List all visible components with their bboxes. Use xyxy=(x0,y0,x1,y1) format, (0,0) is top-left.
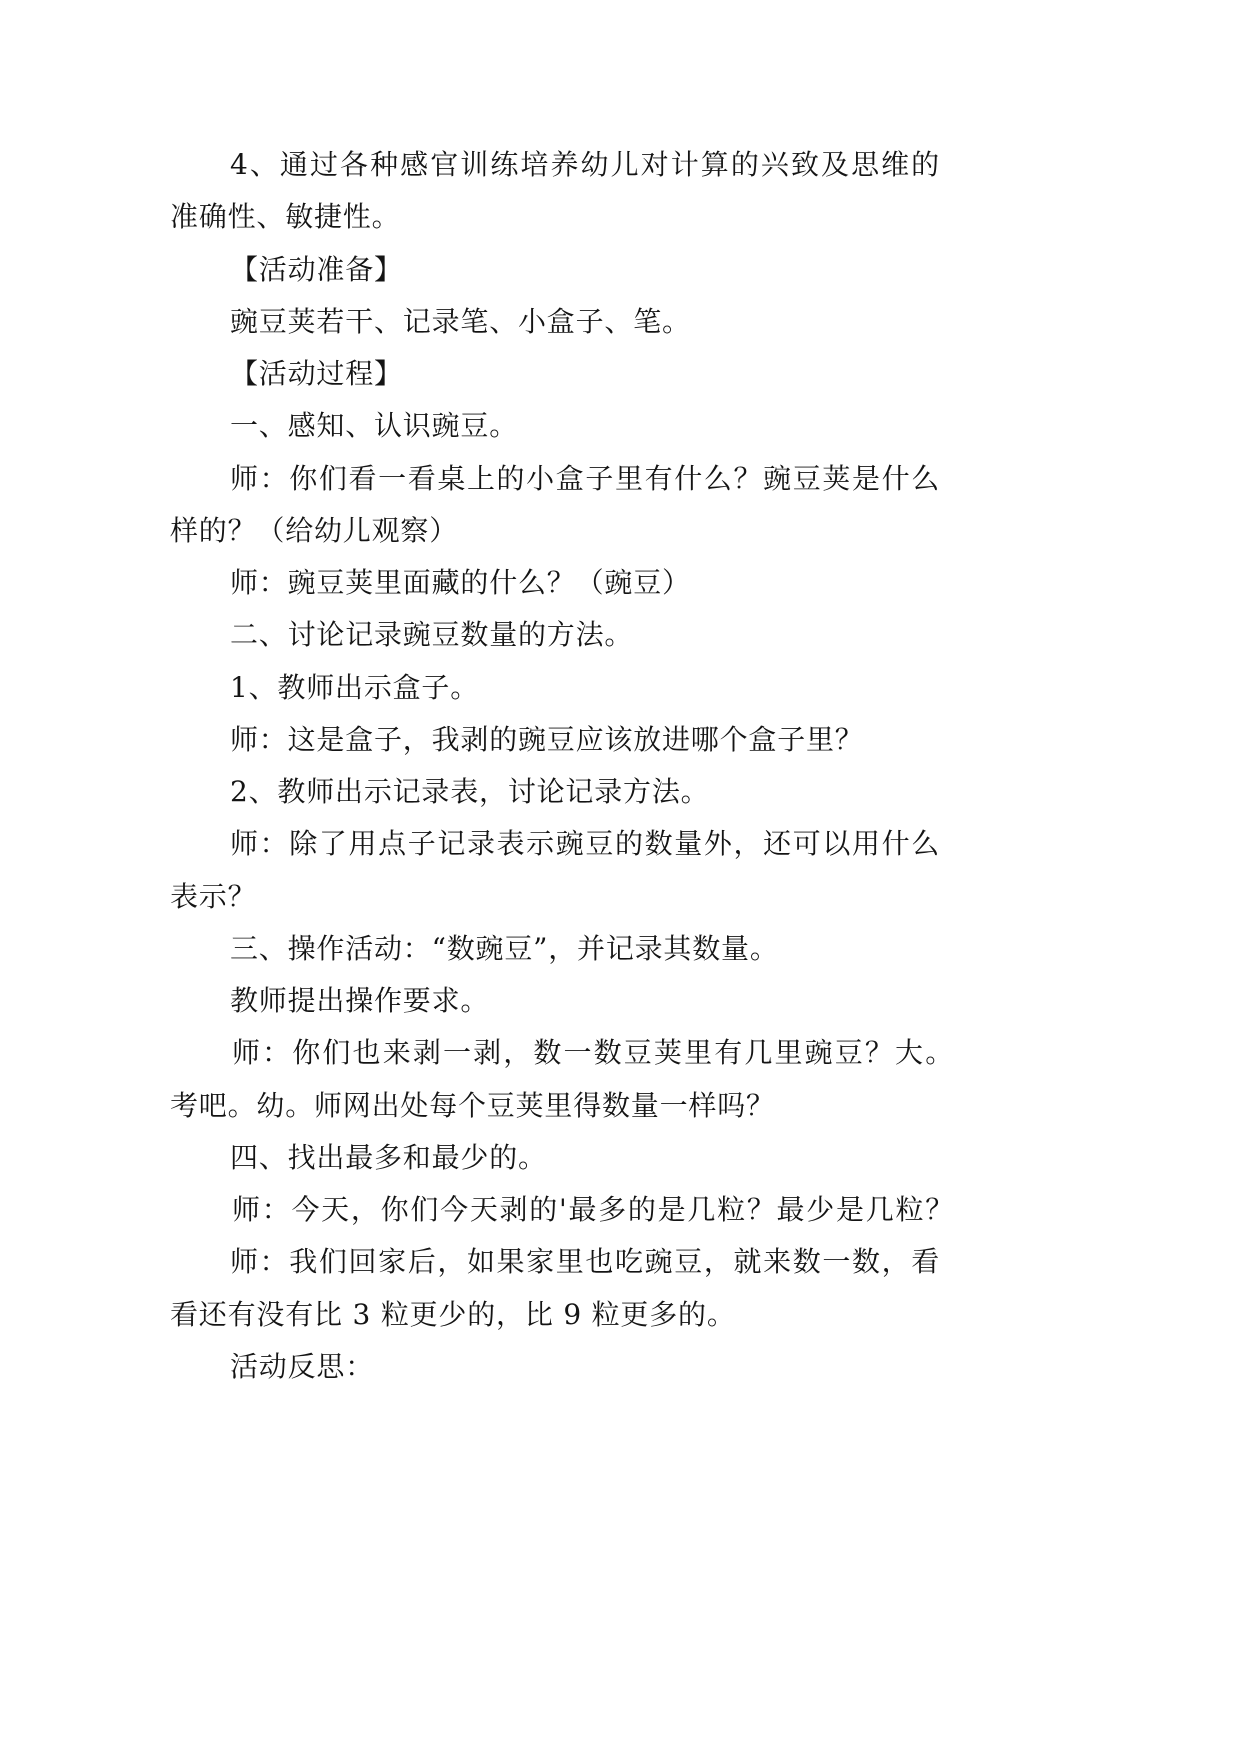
text-line: 1、教师出示盒子。 xyxy=(230,670,480,704)
paragraph xyxy=(170,975,970,1027)
text-line: 师：今天，你们今天剥的'最多的是几粒？最少是几粒？ xyxy=(232,1193,954,1226)
text-line: 表示？ xyxy=(170,879,257,913)
text-line: 师：你们看一看桌上的小盒子里有什么？豌豆荚是什么 xyxy=(230,461,940,495)
text-line: 师：你们也来剥一剥，数一数豆荚里有几里豌豆？大。 xyxy=(232,1036,954,1070)
paragraph xyxy=(170,400,970,452)
paragraph xyxy=(170,453,970,558)
paragraph xyxy=(170,923,970,975)
document-body xyxy=(170,139,970,1393)
step-heading: 三、操作活动：“数豌豆”，并记录其数量。 xyxy=(230,931,779,965)
section-heading: 【活动过程】 xyxy=(230,357,403,390)
paragraph xyxy=(170,818,970,923)
paragraph xyxy=(170,557,970,609)
step-heading: 四、找出最多和最少的。 xyxy=(230,1140,547,1174)
text-line: 师：豌豆荚里面藏的什么？（豌豆） xyxy=(230,566,691,599)
paragraph xyxy=(170,662,970,714)
section-heading: 【活动准备】 xyxy=(230,252,403,286)
text-line: 样的？（给幼儿观察） xyxy=(170,513,459,547)
paragraph xyxy=(170,139,970,244)
text-line: 师：我们回家后，如果家里也吃豌豆，就来数一数，看 xyxy=(230,1245,940,1279)
text-line: 准确性、敏捷性。 xyxy=(170,200,401,234)
text-line: 教师提出操作要求。 xyxy=(230,984,490,1017)
paragraph xyxy=(170,609,970,661)
section-heading: 活动反思： xyxy=(230,1349,375,1383)
step-heading: 二、讨论记录豌豆数量的方法。 xyxy=(230,618,634,652)
paragraph xyxy=(170,1341,970,1393)
paragraph xyxy=(170,714,970,766)
paragraph xyxy=(170,348,970,400)
paragraph xyxy=(170,1132,970,1184)
paragraph xyxy=(170,766,970,818)
paragraph xyxy=(170,1184,970,1236)
paragraph xyxy=(170,1236,970,1341)
text-line: 考吧。幼。师网出处每个豆荚里得数量一样吗？ xyxy=(170,1088,775,1122)
text-line: 2、教师出示记录表，讨论记录方法。 xyxy=(230,775,710,808)
text-line: 豌豆荚若干、记录笔、小盒子、笔。 xyxy=(230,304,691,338)
step-heading: 一、感知、认识豌豆。 xyxy=(230,409,519,443)
text-line: 师：除了用点子记录表示豌豆的数量外，还可以用什么 xyxy=(230,827,940,861)
text-line: 师：这是盒子，我剥的豌豆应该放进哪个盒子里？ xyxy=(230,722,864,756)
paragraph xyxy=(170,296,970,348)
text-line: 看还有没有比 3 粒更少的，比 9 粒更多的。 xyxy=(170,1297,736,1331)
text-line: 4、通过各种感官训练培养幼儿对计算的兴致及思维的 xyxy=(230,148,940,181)
paragraph xyxy=(170,244,970,296)
paragraph xyxy=(170,1027,970,1132)
